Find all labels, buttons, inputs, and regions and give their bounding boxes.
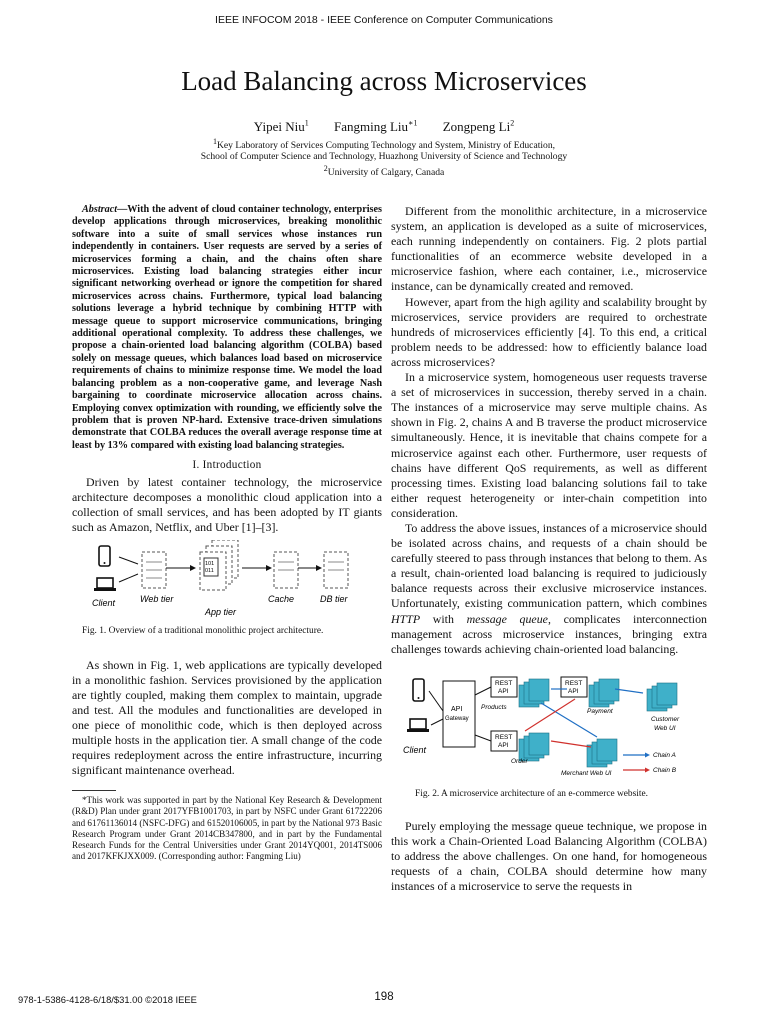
svg-text:API: API [568, 687, 579, 695]
flow-line [475, 687, 491, 695]
conference-header: IEEE INFOCOM 2018 - IEEE Conference on Computer Communications [215, 14, 553, 26]
svg-text:REST: REST [495, 733, 513, 741]
emphasis-message-queue: message queue [466, 611, 548, 626]
arrow-head-icon [266, 565, 272, 571]
body-paragraph: However, apart from the high agility and scalability brought by microservices, service providers are required to orchestrate hundreds of microservices efficiently [4]. To this end, a critical problem needs to be addressed: how to efficiently balance load across microservices? [391, 294, 707, 369]
phone-button-icon [418, 697, 420, 699]
arrow-head-icon [316, 565, 322, 571]
intro-paragraph: Driven by latest container technology, the microservice architecture decomposes a monolithic cloud application into a collection of small services, and has been adopted by IT giants such as Amazon, Netflix, and Uber [1]–[3]. [72, 475, 382, 535]
fig1-label-cache: Cache [268, 593, 295, 604]
code-text: 011 [205, 567, 214, 574]
figure-2 [391, 675, 707, 785]
abstract [72, 204, 382, 452]
abstract-label: Abstract [82, 204, 118, 215]
code-text: 101 [205, 560, 215, 567]
connector-line [431, 719, 443, 725]
figure-1-diagram [72, 540, 382, 636]
affiliation: $^1$Key Laboratory of Services Computing Technology and System, Ministry of Education, [212, 137, 556, 152]
svg-text:REST: REST [565, 679, 583, 687]
svg-text:API: API [498, 741, 509, 749]
body-paragraph: Purely employing the message queue technique, we propose in this work a Chain-Oriented Load Balancing Algorithm (COLBA) to address the above challenges. On one hand, for homogeneous requests of a chain, COLBA should determine how many instances of a microservice to serve the requests in [391, 818, 707, 894]
customer-ui-containers [647, 683, 677, 711]
laptop-icon [410, 719, 426, 729]
label-customer: Customer [651, 715, 680, 723]
body-paragraph: In a microservice system, homogeneous user requests traverse a set of microservices in succession, thereby served in a chain. The instances of a microservice may serve multiple chains. As shown in Fig. 2, chains A and B traverse the product microservice simultaneously. Hence, it is inevitable that chains compete for a microservice against each other. Furthermore, user requests of chains have different QoS requirements, as well as different processing times. Existing load balancing solutions fail to take either request heterogeneity or inter-chain competition into consideration. [391, 370, 707, 520]
label-merchant: Merchant Web UI [561, 769, 612, 777]
left-column [72, 204, 382, 862]
connector-line [429, 691, 443, 711]
isbn-footer: 978-1-5386-4128-6/18/$31.00 ©2018 IEEE [18, 994, 197, 1005]
container-icon [599, 679, 619, 701]
fig1-label-web: Web tier [140, 593, 174, 604]
right-column [391, 204, 707, 894]
phone-button-icon [104, 562, 106, 564]
author-list [0, 119, 768, 135]
fig2-label-client: Client [403, 744, 427, 755]
gateway-label: Gateway [445, 715, 469, 722]
section-heading: I. Introduction [192, 459, 262, 472]
affiliation: $^2$University of Calgary, Canada [323, 164, 445, 179]
container-icon [529, 679, 549, 701]
container-icon [657, 683, 677, 705]
container-icon [529, 733, 549, 755]
figure-1-caption: Fig. 1. Overview of a traditional monolithic project architecture. [82, 625, 324, 636]
label-products: Products [481, 703, 507, 711]
footnote: *This work was supported in part by the National Key Research & Development (R&D) Plan under grant 2017YFB1001703, in part by NSFC under Grant 61722206 and 61761136014 (NSFC-DFG) and 61520106005, in part by the National 973 Basic Research Program under Grant 2014CB347800, and in part by the Fundamental Research Funds for the Central Universities under Grant 2014YQ001, 2014TS006 and 2017KFKJXX009. (Corresponding author: Fangming Liu) [72, 795, 382, 862]
laptop-base-icon [407, 729, 429, 732]
page-number: 198 [374, 991, 394, 1003]
fig1-label-app: App tier [205, 606, 237, 617]
products-containers [519, 679, 549, 707]
paper-title: Load Balancing across Microservices [181, 66, 587, 96]
container-icon [597, 739, 617, 761]
gateway-label: API [451, 705, 463, 713]
figure-1 [72, 540, 382, 636]
svg-text:API: API [498, 687, 509, 695]
connector-line [119, 574, 138, 582]
body-paragraph: Different from the monolithic architecture, in a microservice system, an application is developed as a suite of microservices, each running independently on containers. Fig. 2 plots partial functionalities of an ecommerce website developed in a microservice fashion, where each container, i.e., microservice instance, can be dynamically created and removed. [391, 204, 707, 294]
legend-chain-b: Chain B [653, 766, 677, 774]
figure-2-caption: Fig. 2. A microservice architecture of an e-commerce website. [415, 788, 648, 799]
laptop-base-icon [94, 588, 116, 591]
laptop-icon [97, 578, 113, 588]
api-gateway-box [443, 681, 475, 747]
order-containers [519, 733, 549, 761]
arrow-head-icon [190, 565, 196, 571]
footnote-divider [72, 790, 116, 791]
label-customer: Web UI [654, 724, 676, 732]
arrow-head-icon [645, 752, 650, 757]
figure-2-diagram [391, 675, 707, 785]
author: Zongpeng Li$^2$ [442, 119, 515, 135]
connector-line [119, 557, 138, 564]
label-payment: Payment [587, 707, 613, 715]
emphasis-http: HTTP [391, 611, 421, 626]
author: Yipei Niu$^1$ [253, 119, 309, 135]
merchant-ui-containers [587, 739, 617, 767]
flow-line [475, 735, 491, 741]
svg-text:REST: REST [495, 679, 513, 687]
author: Fangming Liu$^{∗1}$ [333, 119, 418, 135]
legend-chain-a: Chain A [653, 751, 676, 759]
arrow-head-icon [645, 767, 650, 772]
intro-paragraph: As shown in Fig. 1, web applications are typically developed in a monolithic fashion. Services provisioned by the application are tightly coupled, making them complex to maintain, upgrade and test. All the modules and functionalities are developed in one piece of monolithic code, which is then deployed across multiple hosts in the application tier. A small change of the code requires redeployment across the entire infrastructure, incurring significant maintenance overhead. [72, 657, 382, 778]
abstract-text: —With the advent of cloud container technology, enterprises develop applications through microservices, breaking monolithic software into a suite of small services whose instances run independently in containers. User requests are served by a series of microservices forming a chain, and the chains often share microservices. Existing load balancing strategies either incur significant networking overhead or ignore the competition for shared microservices across chains. Furthermore, typical load balancing solutions leverage a hybrid technique by combining HTTP with message queue to support microservice communications, bringing additional operational complexity. To address these challenges, we propose a chain-oriented load balancing algorithm (COLBA) based solely on message queues, which balances load based on microservice requirements of chains to minimize response time. We model the load balancing problem as a non-cooperative game, and leverage Nash bargaining to coordinate microservice allocation across chains. Employing convex optimization with rounding, we efficiently solve the problem that is proven NP-hard. Extensive trace-driven simulations demonstrate that COLBA reduces the overall average response time at least by 13% compared with existing load balancing strategies. [72, 204, 382, 451]
payment-containers [589, 679, 619, 707]
affiliation: School of Computer Science and Technology, Huazhong University of Science and Technology [200, 151, 568, 162]
body-paragraph: To address the above issues, instances of a microservice should be isolated across chains, and requests of a chain should be carefully steered to pass through instances that belong to them. As a result, chain-oriented load balancing is required to judiciously balance requests across their exclusive microservice instances. Unfortunately, existing communication pattern, which combines HTTP with message queue, complicates interconnection management across microservice instances, bringing extra challenges towards achieving chain-oriented load balancing. [391, 520, 708, 656]
fig1-label-db: DB tier [320, 593, 348, 604]
fig1-label-client: Client [92, 597, 116, 608]
chain-b-line [551, 741, 591, 747]
label-order: Order [511, 757, 528, 765]
